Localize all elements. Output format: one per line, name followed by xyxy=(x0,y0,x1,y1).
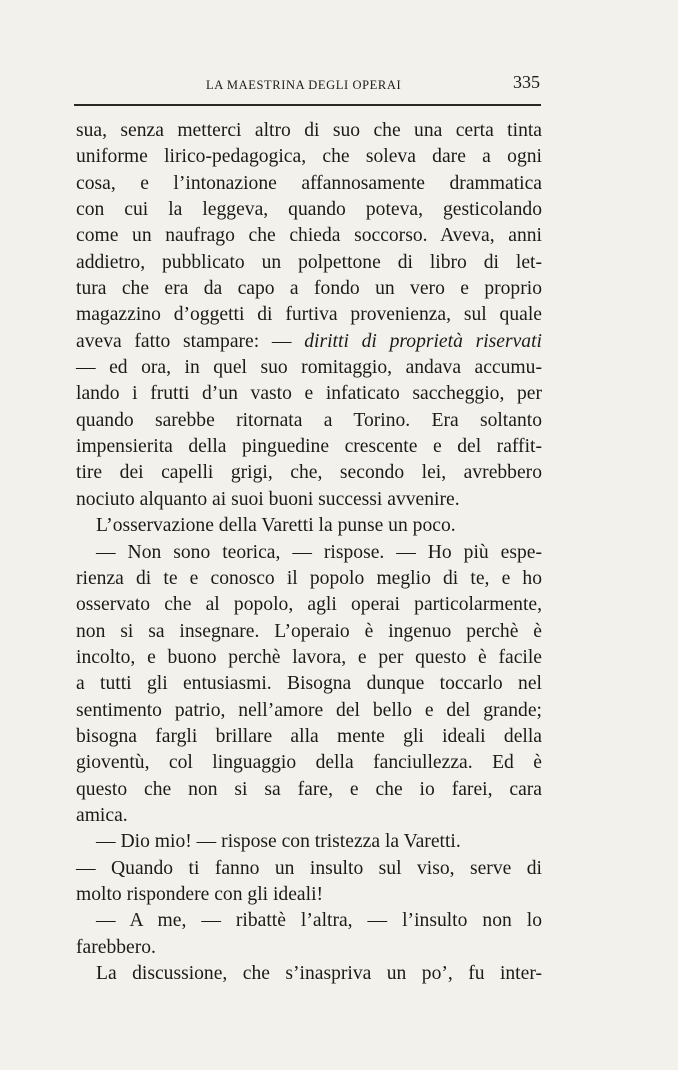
text-line: questo che non si sa fare, e che io farei, cara xyxy=(76,778,542,800)
text-line: rienza di te e conosco il popolo meglio di te, e ho xyxy=(76,567,542,589)
running-title: LA MAESTRINA DEGLI OPERAI xyxy=(206,78,402,92)
text-line: gioventù, col linguaggio della fanciullezza. Ed è xyxy=(76,752,542,774)
text-line: farebbero. xyxy=(76,936,156,958)
text-line: amica. xyxy=(76,804,128,826)
text-line: — A me, — ribattè l’altra, — l’insulto non lo xyxy=(96,910,542,932)
text-line: tire dei capelli grigi, che, secondo lei, avrebbero xyxy=(76,462,542,484)
page-number: 335 xyxy=(513,72,540,92)
text-line: cosa, e l’intonazione affannosamente drammatica xyxy=(76,172,542,194)
text-line xyxy=(76,329,542,355)
page-header xyxy=(76,70,540,94)
text-line-before: aveva fatto stampare: — xyxy=(76,330,305,352)
body-text xyxy=(76,118,542,987)
header-rule xyxy=(74,104,541,106)
text-line: bisogna fargli brillare alla mente gli ideali della xyxy=(76,725,542,747)
text-line: come un naufrago che chieda soccorso. Aveva, anni xyxy=(76,225,542,247)
text-line: La discussione, che s’inaspriva un po’, fu inter- xyxy=(96,963,542,984)
text-line: nociuto alquanto ai suoi buoni successi avvenire. xyxy=(76,488,460,510)
text-line: non si sa insegnare. L’operaio è ingenuo perchè è xyxy=(76,620,542,642)
text-line: magazzino d’oggetti di furtiva provenienza, sul quale xyxy=(76,304,542,326)
text-line: sua, senza metterci altro di suo che una certa tinta xyxy=(76,120,542,141)
text-line: — ed ora, in quel suo romitaggio, andava accumu- xyxy=(76,357,542,379)
text-line: tura che era da capo a fondo un vero e proprio xyxy=(76,278,542,300)
text-line: L’osservazione della Varetti la punse un poco. xyxy=(96,515,456,537)
text-line: quando sarebbe ritornata a Torino. Era soltanto xyxy=(76,409,542,431)
text-line: addietro, pubblicato un polpettone di libro di let- xyxy=(76,251,542,273)
text-line: — Dio mio! — rispose con tristezza la Varetti. xyxy=(96,831,461,853)
text-line: uniforme lirico-pedagogica, che soleva dare a ogni xyxy=(76,146,542,168)
text-line: molto rispondere con gli ideali! xyxy=(76,883,324,905)
text-line: incolto, e buono perchè lavora, e per questo è facile xyxy=(76,646,542,668)
italic-phrase: diritti di proprietà riservati xyxy=(304,330,542,352)
text-line: lando i frutti d’un vasto e infaticato saccheggio, per xyxy=(76,383,542,405)
text-line: impensierita della pinguedine crescente e del raffit- xyxy=(76,436,542,458)
text-line: sentimento patrio, nell’amore del bello e del grande; xyxy=(76,699,542,721)
text-line: osservato che al popolo, agli operai particolarmente, xyxy=(76,594,542,616)
text-line: con cui la leggeva, quando poteva, gesticolando xyxy=(76,199,542,221)
text-line: — Quando ti fanno un insulto sul viso, serve di xyxy=(76,857,542,879)
text-line: a tutti gli entusiasmi. Bisogna dunque toccarlo nel xyxy=(76,673,542,695)
text-line: — Non sono teorica, — rispose. — Ho più espe- xyxy=(96,541,542,563)
